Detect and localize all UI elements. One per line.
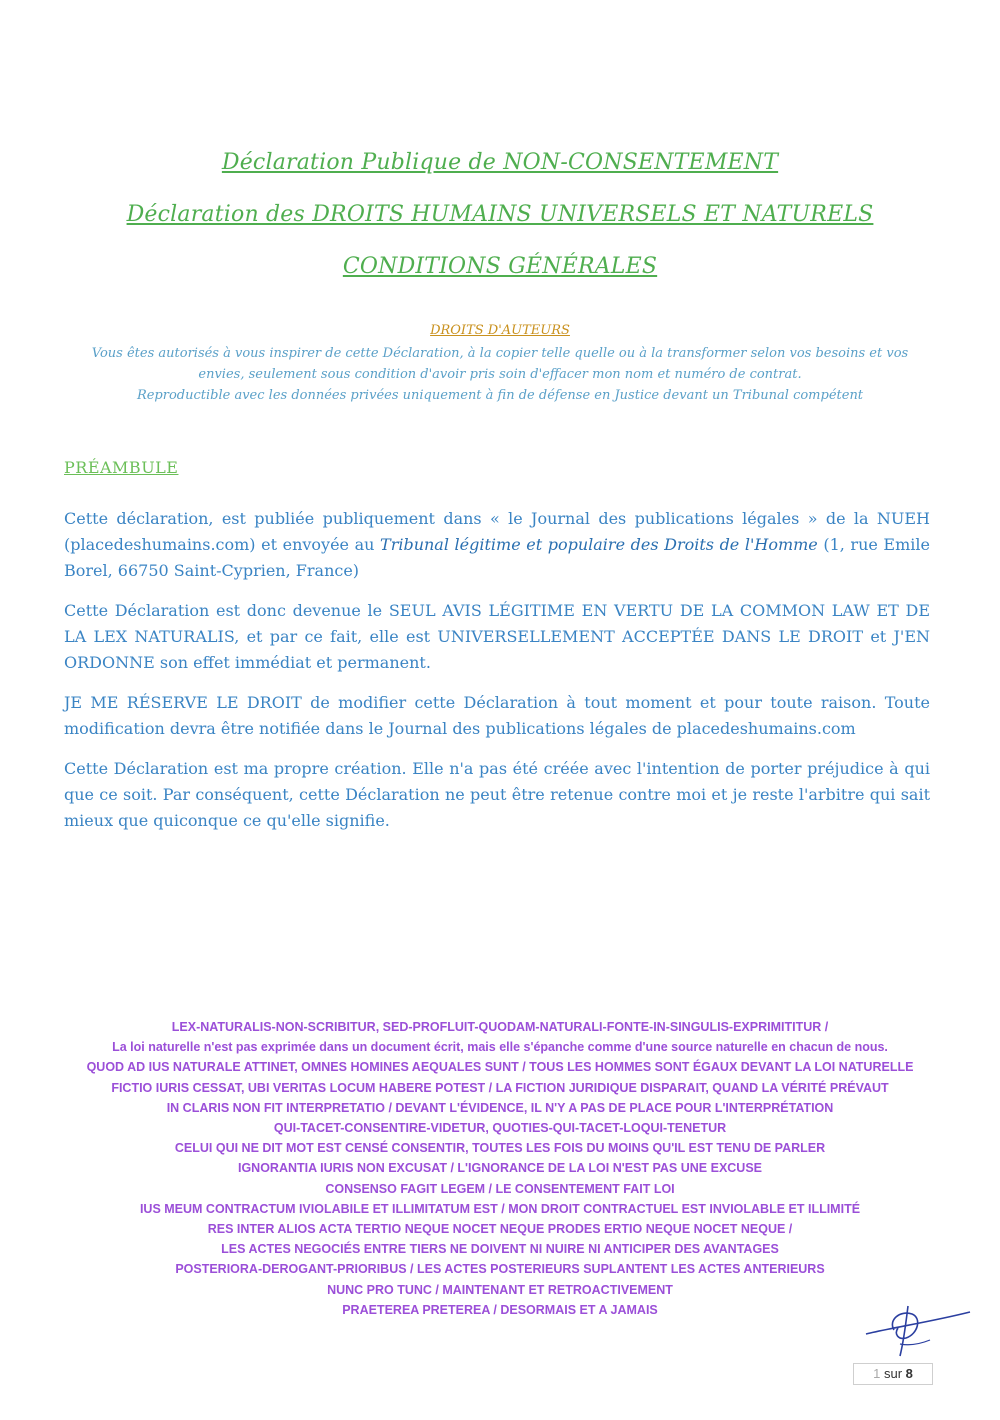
conditions-title: CONDITIONS GÉNÉRALES	[342, 254, 658, 279]
preamble-heading: PRÉAMBULE	[64, 458, 179, 477]
maxim-line: FICTIO IURIS CESSAT, UBI VERITAS LOCUM HABERE POTEST / LA FICTION JURIDIQUE DISPARAIT, QUAND LA VÉRITÉ PRÉVAUT	[111, 1080, 889, 1095]
legal-maxims	[40, 1017, 960, 1320]
preamble-body	[64, 506, 930, 848]
signature-icon	[860, 1300, 972, 1360]
page-sep: sur	[883, 1366, 903, 1381]
title-block	[0, 148, 1000, 304]
paragraph: Cette Déclaration est donc devenue le SEUL AVIS LÉGITIME EN VERTU DE LA COMMON LAW ET DE LA LEX NATURALIS, et par ce fait, elle est UNIVERSELLEMENT ACCEPTÉE DANS LE DROIT et J'EN ORDONNE son effet immédiat et permanent.	[64, 601, 930, 672]
copyright-heading: DROITS D'AUTEURS	[430, 323, 570, 338]
copyright-line: Vous êtes autorisés à vous inspirer de cette Déclaration, à la copier telle quelle ou à la transformer selon vos besoins et vos	[91, 346, 909, 361]
paragraph: Cette Déclaration est ma propre création. Elle n'a pas été créée avec l'intention de porter préjudice à qui que ce soit. Par conséquent, cette Déclaration ne peut être retenue contre moi et je reste l'arbitre qui sait mieux que quiconque ce qu'elle signifie.	[64, 759, 930, 830]
copyright-line: Reproductible avec les données privées uniquement à fin de défense en Justice devant un Tribunal compétent	[136, 388, 864, 403]
maxim-line: IN CLARIS NON FIT INTERPRETATIO / DEVANT L'ÉVIDENCE, IL N'Y A PAS DE PLACE POUR L'INTERPRÉTATION	[166, 1100, 834, 1115]
copyright-notice	[60, 321, 940, 406]
page-number	[853, 1363, 933, 1385]
maxim-line: QUOD AD IUS NATURALE ATTINET, OMNES HOMINES AEQUALES SUNT / TOUS LES HOMMES SONT ÉGAUX DEVANT LA LOI NATURELLE	[86, 1060, 914, 1075]
maxim-line: PRAETEREA PRETEREA / DESORMAIS ET A JAMAIS	[342, 1302, 658, 1317]
maxim-line: IGNORANTIA IURIS NON EXCUSAT / L'IGNORANCE DE LA LOI N'EST PAS UNE EXCUSE	[237, 1161, 763, 1176]
maxim-line: IUS MEUM CONTRACTUM IVIOLABILE ET ILLIMITATUM EST / MON DROIT CONTRACTUEL EST INVIOLABLE ET ILLIMITÉ	[139, 1201, 861, 1216]
maxim-line: CELUI QUI NE DIT MOT EST CENSÉ CONSENTIR, TOUTES LES FOIS DU MOINS QU'IL EST TENU DE PARLER	[174, 1141, 826, 1156]
maxim-line: RES INTER ALIOS ACTA TERTIO NEQUE NOCET NEQUE PRODES ERTIO NEQUE NOCET NEQUE /	[207, 1222, 793, 1237]
maxim-line: CONSENSO FAGIT LEGEM / LE CONSENTEMENT FAIT LOI	[325, 1181, 675, 1196]
paragraph-text: (1, rue Emile Borel, 66750 Saint-Cyprien, France)	[64, 535, 930, 580]
subtitle: Déclaration des DROITS HUMAINS UNIVERSELS ET NATURELS	[126, 202, 874, 227]
tribunal-name: Tribunal légitime et populaire des Droits de l'Homme	[380, 535, 818, 554]
total-pages: 8	[905, 1366, 913, 1381]
maxim-line: LES ACTES NEGOCIÉS ENTRE TIERS NE DOIVENT NI NUIRE NI ANTICIPER DES AVANTAGES	[221, 1242, 779, 1257]
paragraph	[64, 506, 930, 584]
maxim-line: NUNC PRO TUNC / MAINTENANT ET RETROACTIVEMENT	[327, 1282, 673, 1297]
main-title: Déclaration Publique de NON-CONSENTEMENT	[221, 150, 779, 175]
maxim-line: QUI-TACET-CONSENTIRE-VIDETUR, QUOTIES-QUI-TACET-LOQUI-TENETUR	[273, 1121, 727, 1136]
paragraph: JE ME RÉSERVE LE DROIT de modifier cette Déclaration à tout moment et pour toute raison. Toute modification devra être notifiée dans le Journal des publications légales de placedeshumains.com	[64, 693, 930, 738]
copyright-line: envies, seulement sous condition d'avoir pris soin d'effacer mon nom et numéro de contrat.	[198, 367, 802, 382]
maxim-line: POSTERIORA-DEROGANT-PRIORIBUS / LES ACTES POSTERIEURS SUPLANTENT LES ACTES ANTERIEURS	[175, 1262, 825, 1277]
current-page: 1	[873, 1366, 881, 1381]
maxim-line: LEX-NATURALIS-NON-SCRIBITUR, SED-PROFLUIT-QUODAM-NATURALI-FONTE-IN-SINGULIS-EXPRIMITITUR /	[171, 1020, 829, 1034]
paragraph-text: Cette déclaration, est publiée publiquement dans « le Journal des publications légales » de la NUEH (placedeshumains.com) et envoyée au	[64, 509, 930, 554]
maxim-line: La loi naturelle n'est pas exprimée dans un document écrit, mais elle s'épanche comme d'une source naturelle en chacun de nous.	[112, 1040, 888, 1055]
